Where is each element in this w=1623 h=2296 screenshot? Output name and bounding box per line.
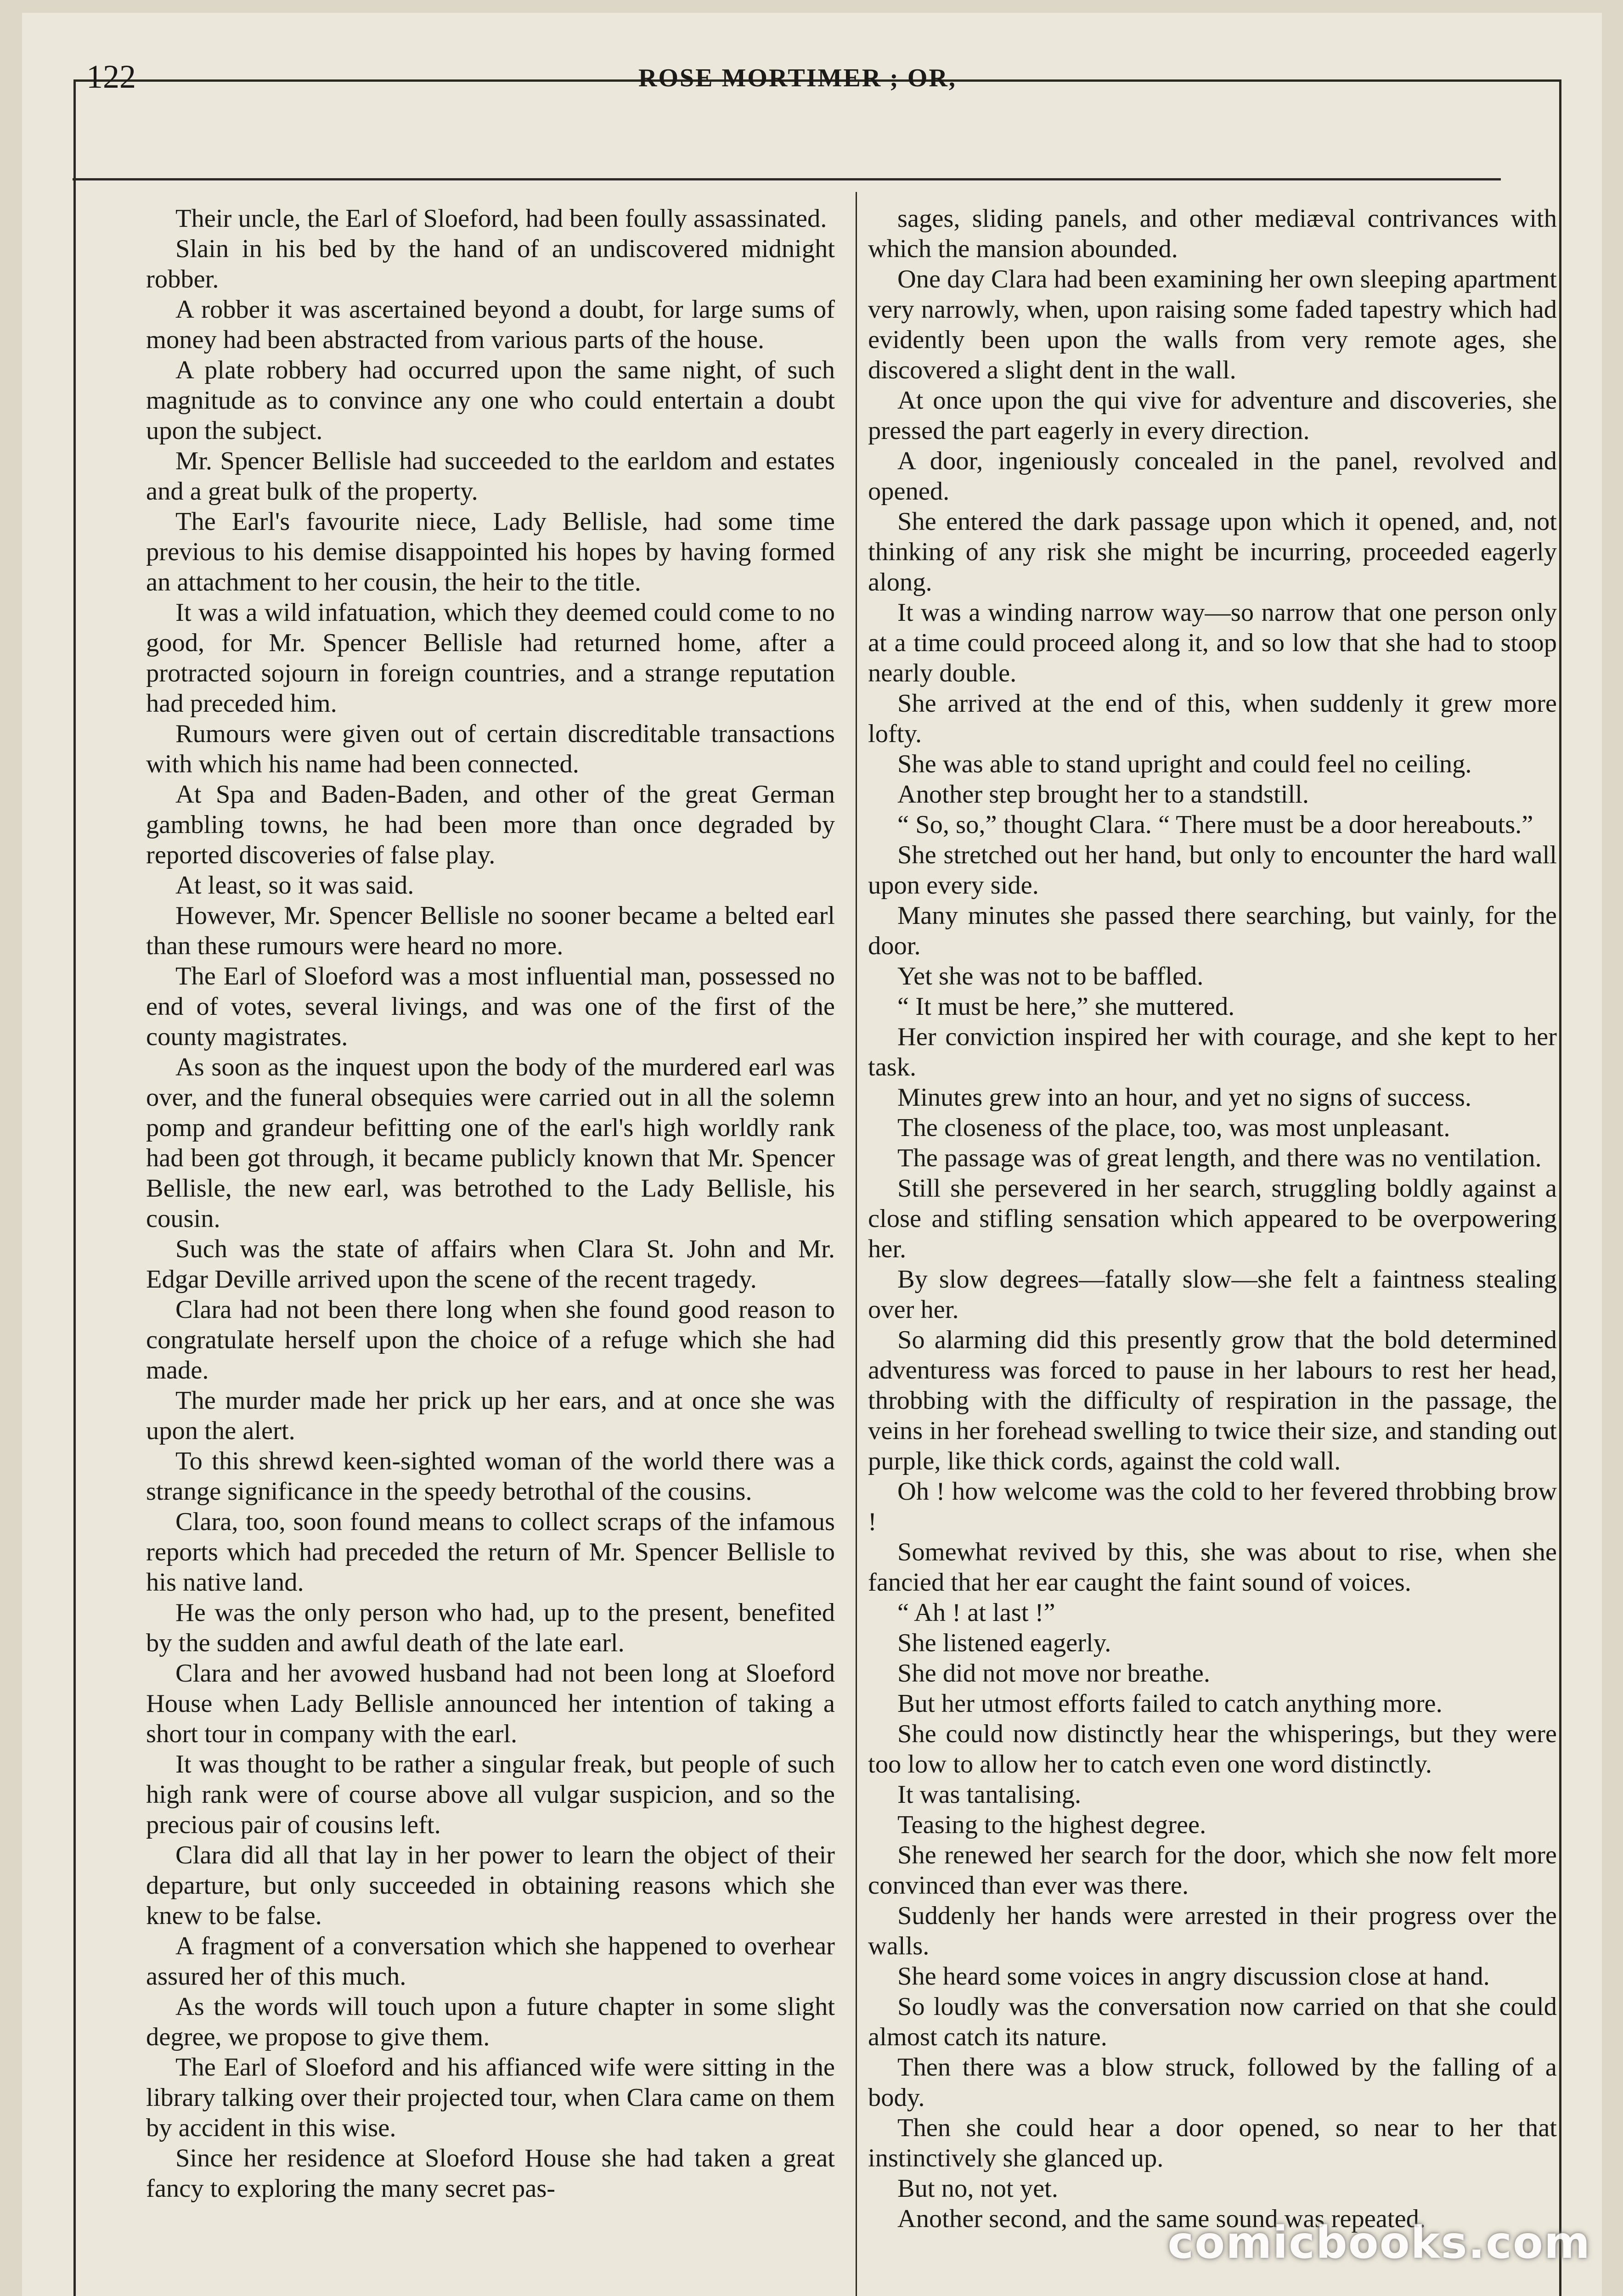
paragraph: She heard some voices in angry discussion close at hand.	[897, 1962, 1490, 1991]
paragraph: Clara had not been there long when she found good reason to congratulate herself upon the choice of a refuge which she had made.	[146, 1295, 835, 1384]
book-page	[22, 13, 1602, 2296]
paragraph: A door, ingeniously concealed in the panel, revolved and opened.	[868, 447, 1557, 506]
paragraph: The closeness of the place, too, was most unpleasant.	[897, 1114, 1450, 1142]
paragraph: Clara did all that lay in her power to learn the object of their departure, but only succeeded in obtaining reasons which she knew to be false.	[146, 1841, 835, 1930]
paragraph: She could now distinctly hear the whisperings, but they were too low to allow her to catch even one word distinctly.	[868, 1720, 1557, 1778]
paragraph: Minutes grew into an hour, and yet no signs of success.	[897, 1083, 1471, 1112]
paragraph: Clara, too, soon found means to collect scraps of the infamous reports which had preceded the return of Mr. Spencer Bellisle to his native land.	[146, 1508, 835, 1597]
paragraph: So alarming did this presently grow that the bold determined adventuress was forced to pause in her labours to rest her head, throbbing with the difficulty of respiration in the passage, the veins in her forehead swelling to twice their size, and standing out purple, like thick cords, against the cold wall.	[868, 1326, 1557, 1475]
paragraph: Rumours were given out of certain discreditable transactions with which his name had been connected.	[146, 720, 835, 778]
paragraph: To this shrewd keen-sighted woman of the world there was a strange significance in the speedy betrothal of the cousins.	[146, 1447, 835, 1506]
column-divider	[856, 192, 857, 2296]
paragraph: A fragment of a conversation which she happened to overhear assured her of this much.	[146, 1932, 835, 1991]
paragraph: The Earl's favourite niece, Lady Bellisle, had some time previous to his demise disappointed his hopes by having formed an attachment to her cousin, the heir to the title.	[146, 507, 835, 597]
paragraph: Suddenly her hands were arrested in their progress over the walls.	[868, 1902, 1557, 1960]
paragraph: sages, sliding panels, and other mediæval contrivances with which the mansion abounded.	[868, 204, 1557, 263]
paragraph: A robber it was ascertained beyond a doubt, for large sums of money had been abstracted from various parts of the house.	[146, 295, 835, 354]
running-title: ROSE MORTIMER ; OR,	[638, 64, 957, 92]
right-column	[868, 203, 1557, 2296]
watermark: comicbooks.com	[1167, 2217, 1591, 2268]
paragraph: Then she could hear a door opened, so near to her that instinctively she glanced up.	[868, 2114, 1557, 2172]
paragraph: She did not move nor breathe.	[897, 1659, 1210, 1688]
paragraph: She entered the dark passage upon which it opened, and, not thinking of any risk she might be incurring, proceeded eagerly along.	[868, 507, 1557, 597]
paragraph: It was tantalising.	[897, 1780, 1082, 1809]
paragraph: “ It must be here,” she muttered.	[897, 992, 1235, 1021]
paragraph: It was a wild infatuation, which they deemed could come to no good, for Mr. Spencer Bellisle had returned home, after a protracted sojourn in foreign countries, and a strange reputation had preceded him.	[146, 598, 835, 718]
paragraph: She arrived at the end of this, when suddenly it grew more lofty.	[868, 689, 1557, 748]
paragraph: At Spa and Baden-Baden, and other of the great German gambling towns, he had been more than once degraded by reported discoveries of false play.	[146, 780, 835, 869]
page-header	[73, 30, 1501, 99]
paragraph: Oh ! how welcome was the cold to her fevered throbbing brow !	[868, 1477, 1557, 1536]
paragraph: Another step brought her to a standstill.	[897, 780, 1309, 809]
paragraph: It was a winding narrow way—so narrow that one person only at a time could proceed along it, and so low that she had to stoop nearly double.	[868, 598, 1557, 687]
paragraph: She was able to stand upright and could feel no ceiling.	[897, 750, 1472, 778]
paragraph: It was thought to be rather a singular freak, but people of such high rank were of course above all vulgar suspicion, and so the precious pair of cousins left.	[146, 1750, 835, 1839]
paragraph: “ Ah ! at last !”	[897, 1598, 1055, 1627]
paragraph: One day Clara had been examining her own sleeping apartment very narrowly, when, upon raising some faded tapestry which had evidently been upon the walls from very remote ages, she discovered a slight dent in the wall.	[868, 265, 1557, 384]
paragraph: Her conviction inspired her with courage, and she kept to her task.	[868, 1023, 1557, 1081]
paragraph: At once upon the qui vive for adventure and discoveries, she pressed the part eagerly in every direction.	[868, 386, 1557, 445]
paragraph: He was the only person who had, up to the present, benefited by the sudden and awful death of the late earl.	[146, 1598, 835, 1657]
paragraph: A plate robbery had occurred upon the same night, of such magnitude as to convince any one who could entertain a doubt upon the subject.	[146, 356, 835, 445]
paragraph: By slow degrees—fatally slow—she felt a faintness stealing over her.	[868, 1265, 1557, 1324]
paragraph: Another second, and the same sound was repeated.	[897, 2205, 1426, 2233]
paragraph: Still she persevered in her search, struggling boldly against a close and stifling sensation which appeared to be overpowering her.	[868, 1174, 1557, 1263]
paragraph: So loudly was the conversation now carried on that she could almost catch its nature.	[868, 1992, 1557, 2051]
paragraph: Clara and her avowed husband had not been long at Sloeford House when Lady Bellisle announced her intention of taking a short tour in company with the earl.	[146, 1659, 835, 1748]
paragraph: Slain in his bed by the hand of an undiscovered midnight robber.	[146, 235, 835, 293]
paragraph: But her utmost efforts failed to catch anything more.	[897, 1689, 1443, 1718]
paragraph: She stretched out her hand, but only to encounter the hard wall upon every side.	[868, 841, 1557, 900]
paragraph: She listened eagerly.	[897, 1629, 1111, 1657]
paragraph: The Earl of Sloeford and his affianced wife were sitting in the library talking over their projected tour, when Clara came on them by accident in this wise.	[146, 2053, 835, 2142]
paragraph: “ So, so,” thought Clara. “ There must be a door hereabouts.”	[897, 810, 1533, 839]
paragraph: Yet she was not to be baffled.	[897, 962, 1204, 990]
paragraph: But no, not yet.	[897, 2174, 1058, 2203]
paragraph: Their uncle, the Earl of Sloeford, had been foully assassinated.	[175, 204, 827, 233]
paragraph: Many minutes she passed there searching, but vainly, for the door.	[868, 901, 1557, 960]
paragraph: She renewed her search for the door, which she now felt more convinced than ever was there.	[868, 1841, 1557, 1900]
left-column	[146, 203, 835, 2296]
paragraph: As the words will touch upon a future chapter in some slight degree, we propose to give them.	[146, 1992, 835, 2051]
paragraph: The Earl of Sloeford was a most influential man, possessed no end of votes, several livings, and was one of the first of the county magistrates.	[146, 962, 835, 1051]
paragraph: At least, so it was said.	[175, 871, 414, 900]
paragraph: However, Mr. Spencer Bellisle no sooner became a belted earl than these rumours were heard no more.	[146, 901, 835, 960]
page-number: 122	[86, 58, 136, 95]
paragraph: Then there was a blow struck, followed by the falling of a body.	[868, 2053, 1557, 2112]
paragraph: Such was the state of affairs when Clara St. John and Mr. Edgar Deville arrived upon the scene of the recent tragedy.	[146, 1235, 835, 1294]
paragraph: As soon as the inquest upon the body of the murdered earl was over, and the funeral obsequies were carried out in all the solemn pomp and grandeur befitting one of the earl's high worldly rank had been got through, it became publicly known that Mr. Spencer Bellisle, the new earl, was betrothed to the Lady Bellisle, his cousin.	[146, 1053, 835, 1233]
paragraph: Mr. Spencer Bellisle had succeeded to the earldom and estates and a great bulk of the property.	[146, 447, 835, 506]
paragraph: Since her residence at Sloeford House she had taken a great fancy to exploring the many secret pas-	[146, 2144, 835, 2203]
paragraph: The murder made her prick up her ears, and at once she was upon the alert.	[146, 1386, 835, 1445]
paragraph: The passage was of great length, and there was no ventilation.	[897, 1144, 1542, 1172]
paragraph: Teasing to the highest degree.	[897, 1811, 1206, 1839]
header-rule	[73, 178, 1501, 180]
paragraph: Somewhat revived by this, she was about to rise, when she fancied that her ear caught the faint sound of voices.	[868, 1538, 1557, 1597]
